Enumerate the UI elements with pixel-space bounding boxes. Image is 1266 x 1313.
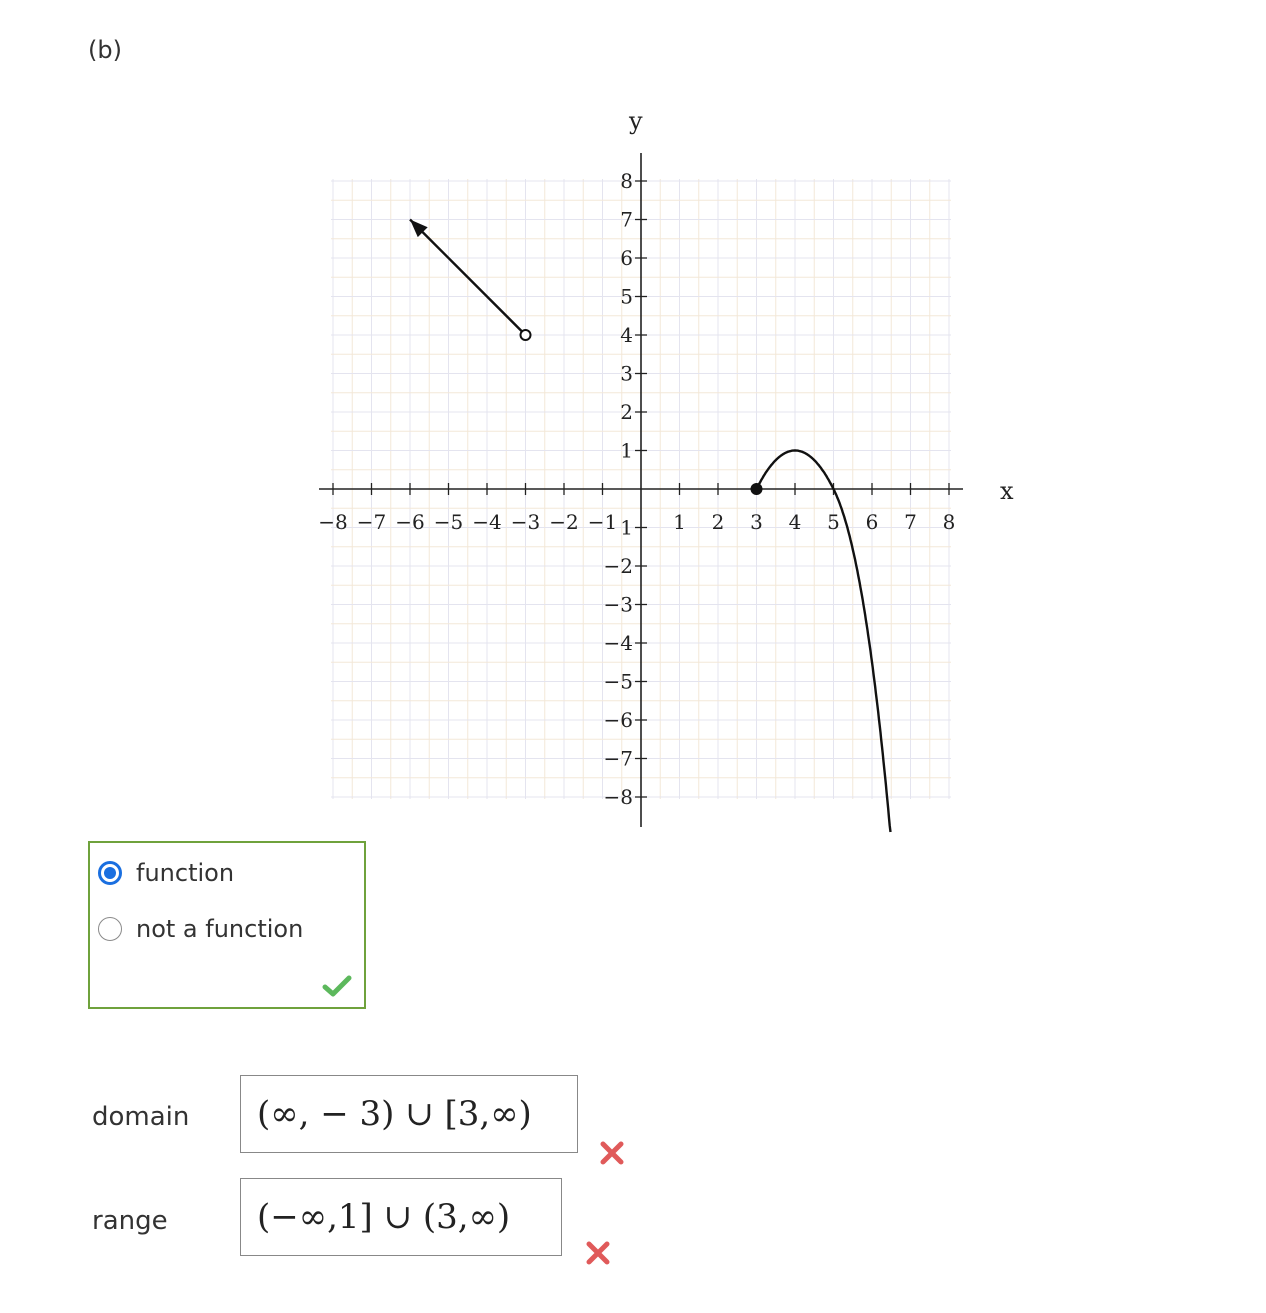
x-tick-label: 8 [942,510,956,534]
y-tick-label: −3 [603,592,633,617]
x-tick-label: −3 [510,510,541,534]
y-tick-label: 8 [620,169,633,193]
domain-label: domain [92,1102,190,1132]
y-tick-label: −7 [603,746,633,771]
part-label: (b) [88,36,122,64]
option-not-a-function[interactable] [98,915,303,943]
y-tick-label: −8 [603,785,633,809]
domain-answer-field[interactable]: (∞, − 3) ∪ [3,∞) [240,1075,578,1153]
radio-not-a-function[interactable] [98,917,122,941]
range-answer-field[interactable]: (−∞,1] ∪ (3,∞) [240,1178,562,1256]
ray-open-endpoint [521,330,531,340]
x-tick-label: −4 [472,510,502,534]
range-incorrect-icon [585,1240,611,1266]
x-tick-label: 7 [904,510,917,534]
x-tick-label: 3 [750,510,763,534]
x-tick-label: 1 [673,510,686,534]
radio-function[interactable] [98,861,122,885]
y-tick-label: 2 [620,400,633,424]
domain-incorrect-icon [599,1140,625,1166]
y-tick-label: −6 [603,708,633,732]
x-tick-label: 5 [827,510,840,534]
x-tick-label: 6 [865,510,879,534]
y-tick-label: 6 [620,246,633,270]
curve-path [757,451,891,833]
y-tick-label: −5 [603,669,633,694]
y-tick-label: 3 [620,361,633,386]
x-tick-label: −8 [318,510,348,534]
x-tick-label: −1 [587,510,618,534]
y-tick-label: −4 [603,631,633,655]
y-tick-label: 5 [620,284,633,309]
range-label: range [92,1206,168,1236]
correct-check-icon [322,975,352,997]
option-not-a-function-label: not a function [136,915,304,943]
option-function[interactable] [98,859,234,887]
function-choice-group [88,841,366,1009]
x-tick-label: −5 [433,510,464,534]
y-tick-label: 4 [620,323,633,347]
y-tick-label: 7 [620,207,633,232]
y-tick-label: 1 [620,515,633,540]
graph-axes [319,153,963,827]
x-axis-label: x [1000,477,1014,505]
y-tick-label: 1 [620,438,633,463]
x-tick-label: −2 [549,510,579,534]
x-tick-label: −7 [356,510,387,534]
x-tick-label: 2 [711,510,725,534]
y-tick-label: −2 [603,554,633,578]
option-function-label: function [136,859,235,887]
curve-closed-endpoint [751,483,763,495]
x-tick-label: −6 [395,510,425,534]
x-tick-label: 4 [788,510,802,534]
y-axis-label: y [629,107,643,135]
